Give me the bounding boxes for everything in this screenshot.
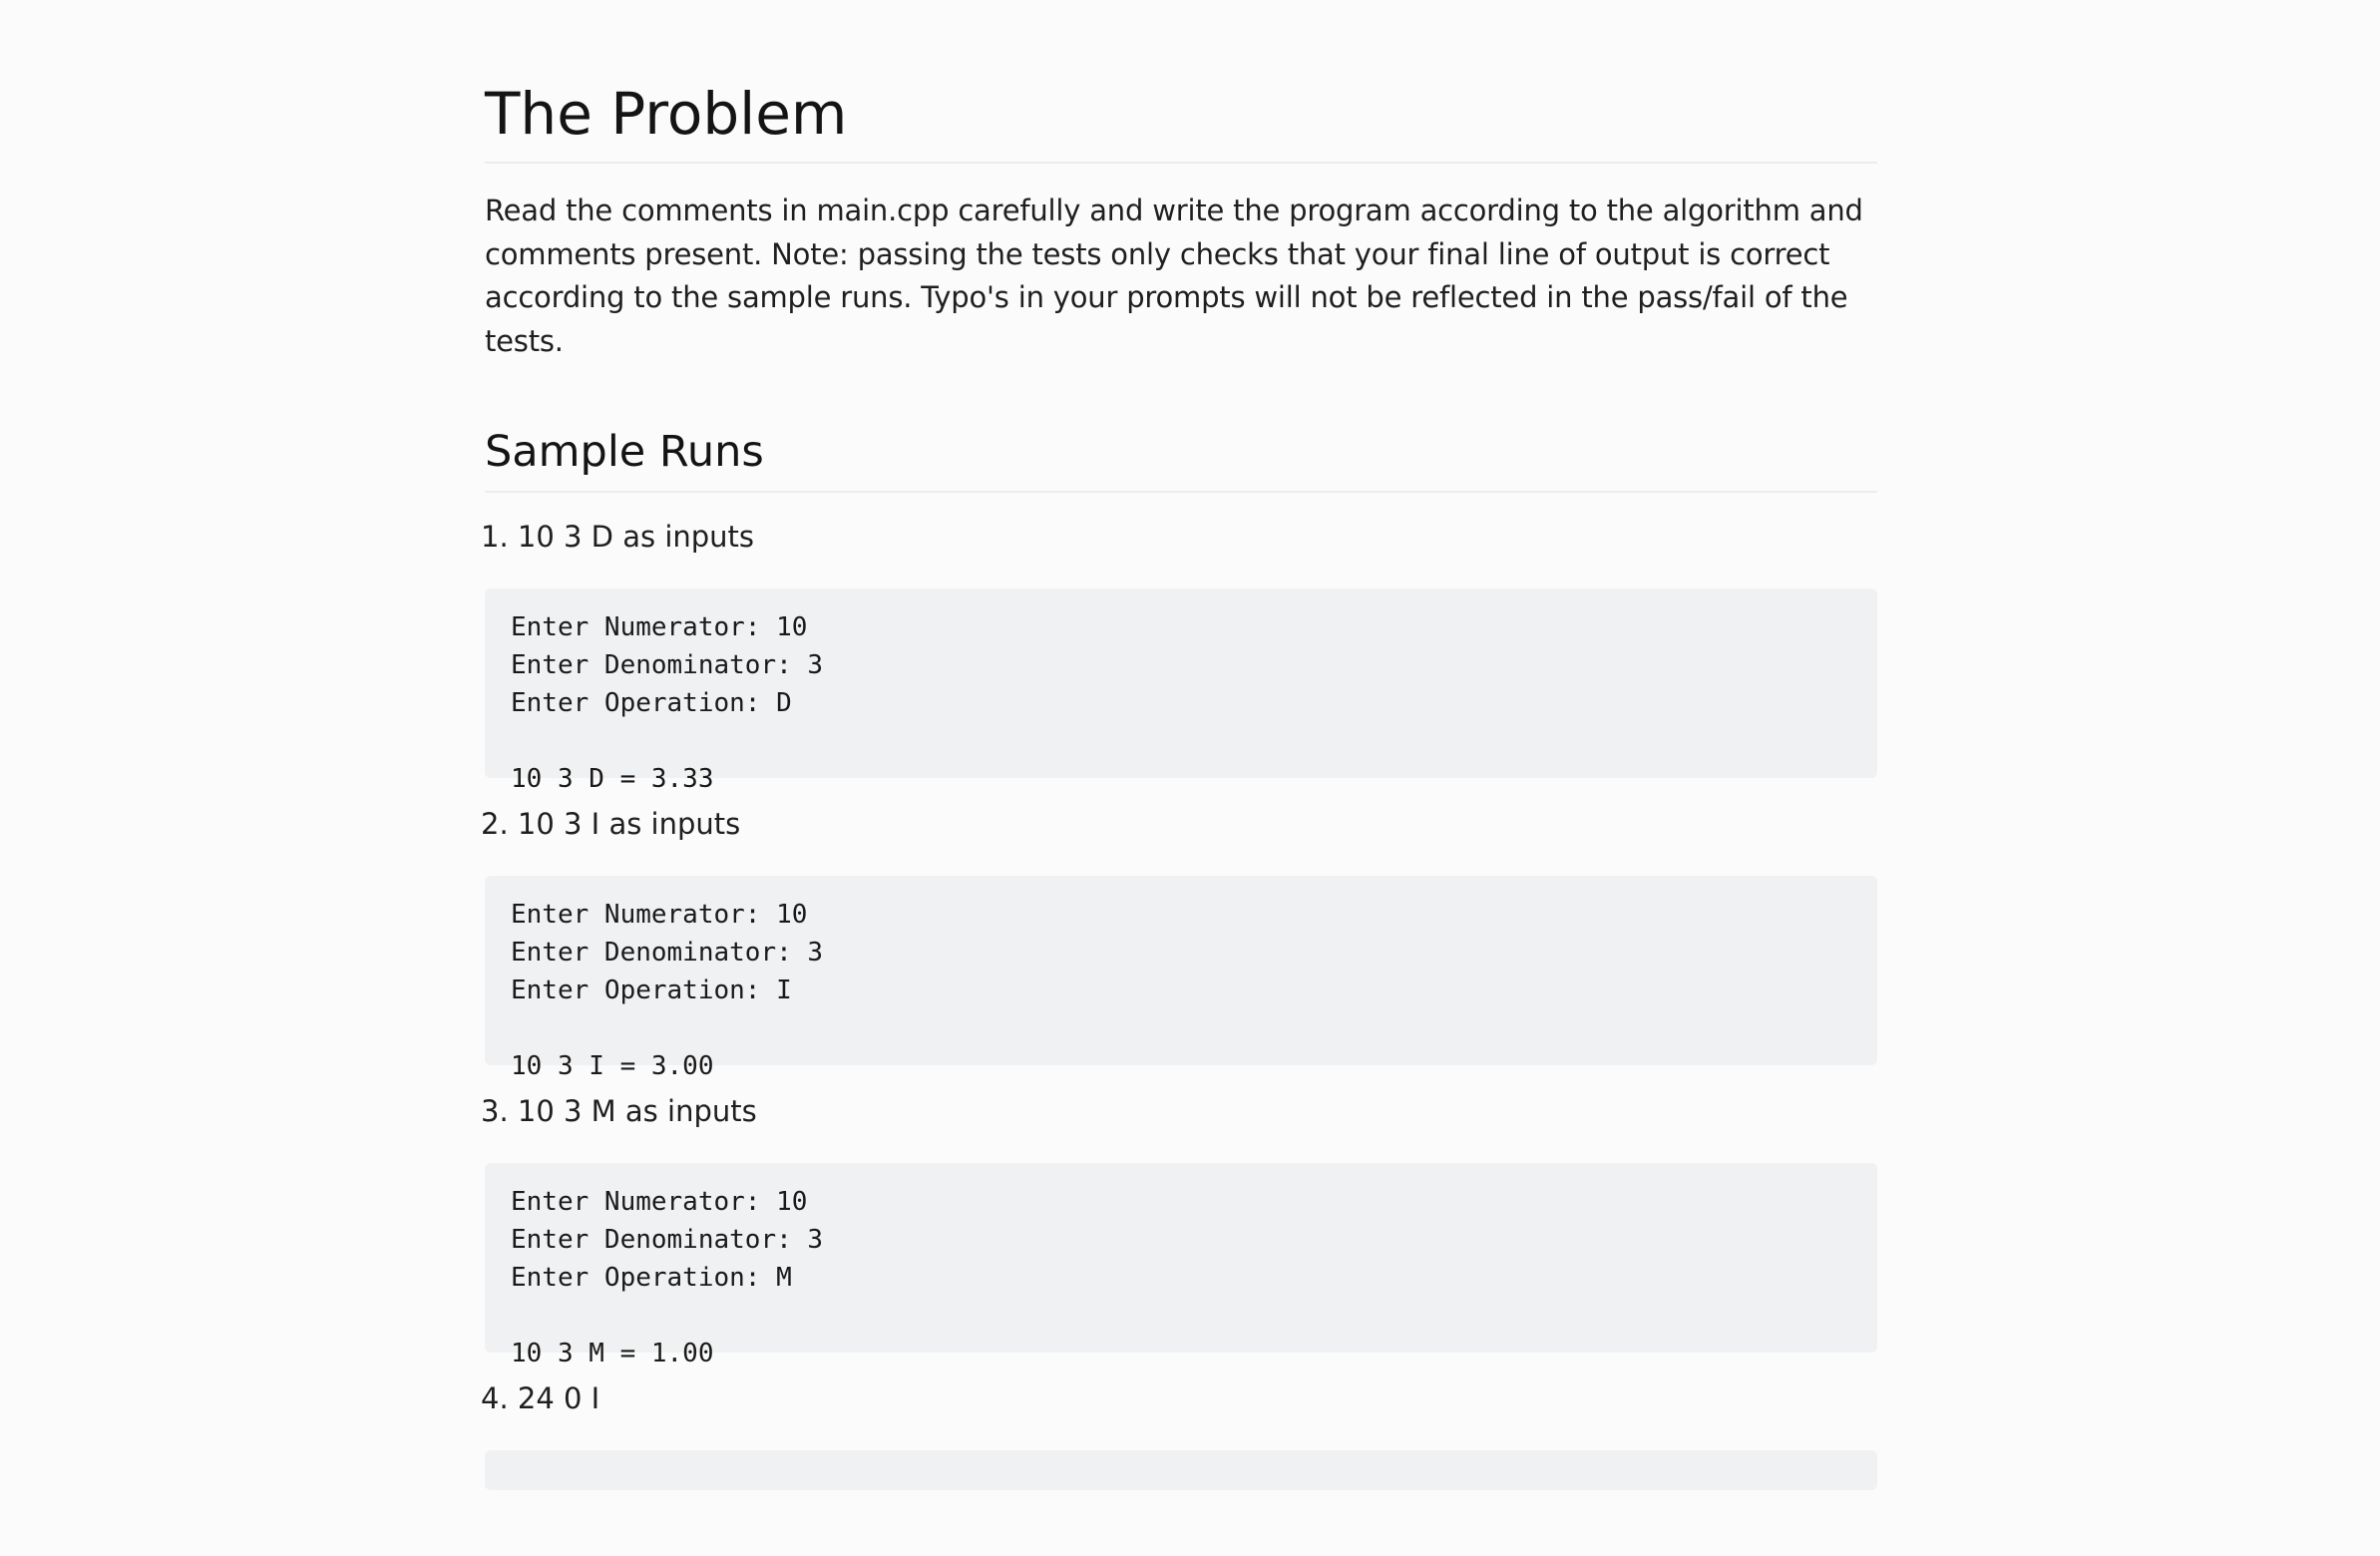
list-item xyxy=(481,1089,1877,1368)
sample-runs-list xyxy=(481,515,1877,1490)
code-line: Enter Denominator: 3 xyxy=(511,1225,824,1255)
sample-run-label: 2. 10 3 I as inputs xyxy=(481,807,741,841)
sample-run-label: 1. 10 3 D as inputs xyxy=(481,520,755,554)
code-line: Enter Numerator: 10 xyxy=(511,900,808,930)
document-page xyxy=(481,70,1877,1514)
code-block xyxy=(485,1450,1877,1490)
code-result-line: 10 3 I = 3.00 xyxy=(511,1051,714,1081)
list-item xyxy=(481,515,1877,794)
code-line: Enter Numerator: 10 xyxy=(511,1187,808,1217)
sample-run-label: 3. 10 3 M as inputs xyxy=(481,1094,757,1128)
code-line: Enter Numerator: 10 xyxy=(511,612,808,642)
code-line: Enter Denominator: 3 xyxy=(511,650,824,680)
list-item xyxy=(481,1376,1877,1490)
code-line: Enter Operation: D xyxy=(511,688,792,718)
sample-run-label: 4. 24 0 I xyxy=(481,1381,600,1415)
code-block xyxy=(485,1163,1877,1368)
code-block xyxy=(485,876,1877,1081)
section-heading-sample-runs: Sample Runs xyxy=(485,421,1877,493)
problem-description: Read the comments in main.cpp carefully and write the program according to the algorithm and comments present. Note: passing the tests only checks that your final line of output is correct according to the sample runs. Typo's in your prompts will not be reflected in the pass/fail of the tests. xyxy=(485,194,1863,358)
list-item xyxy=(481,802,1877,1081)
code-result-line: 10 3 M = 1.00 xyxy=(511,1339,714,1368)
code-line: Enter Operation: M xyxy=(511,1263,792,1293)
code-line: Enter Operation: I xyxy=(511,975,792,1005)
page-title: The Problem xyxy=(485,70,1877,164)
code-line: Enter Denominator: 3 xyxy=(511,938,824,968)
code-block xyxy=(485,588,1877,794)
code-result-line: 10 3 D = 3.33 xyxy=(511,764,714,794)
